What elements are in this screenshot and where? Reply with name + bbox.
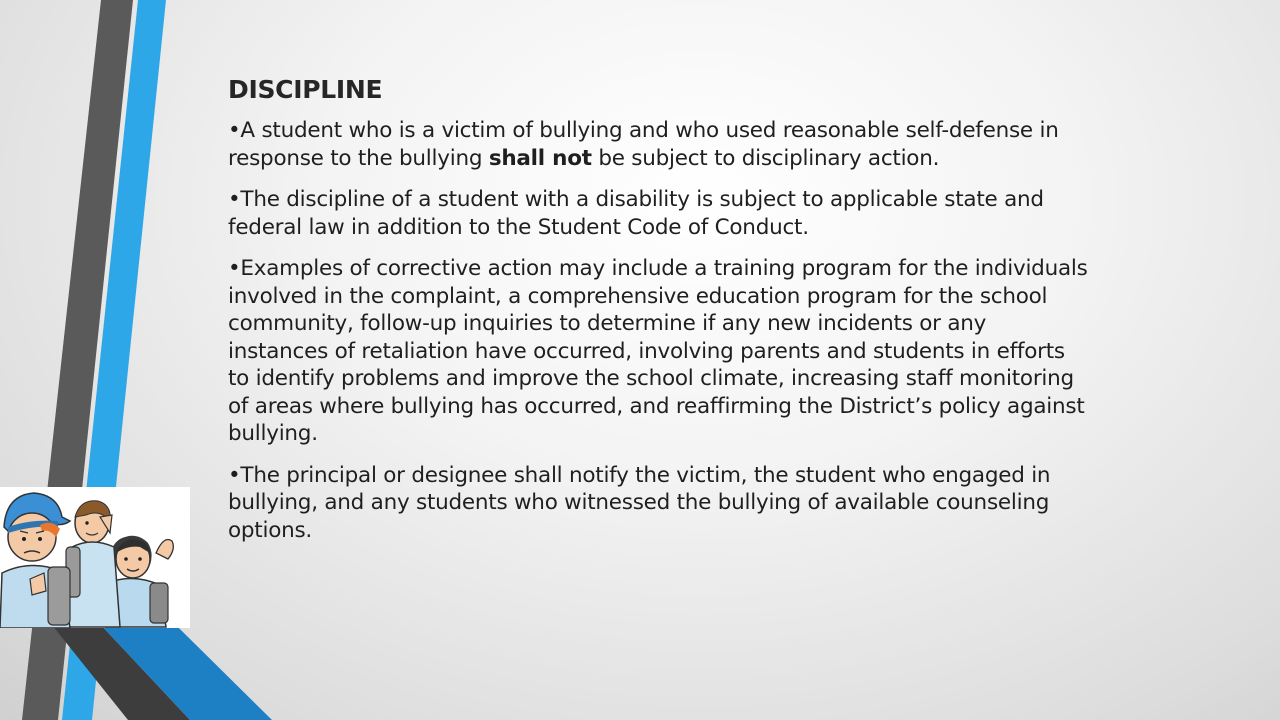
student-left [0, 493, 70, 628]
bullet-self-defense-pre: •A student who is a victim of bullying and who used reasonable self-defense in response to the bullying [228, 118, 1059, 171]
cartoon-students-image [0, 487, 190, 628]
bullet-self-defense-bold: shall not [488, 145, 592, 171]
slide-title: DISCIPLINE [228, 75, 383, 104]
bullet-corrective-action: •Examples of corrective action may include a training program for the individuals involved in the complaint, a comprehensive education program for the school community, follow-up inquiries to determine if any new incidents or any instances of retaliation have occurred, involving parents and students in efforts to identify problems and improve the school climate, increasing staff monitoring of areas where bullying has occurred, and reaffirming the District’s policy against bullying. [228, 256, 1088, 446]
bullet-disability: •The discipline of a student with a disability is subject to applicable state and federal law in addition to the Student Code of Conduct. [228, 187, 1044, 240]
bullet-self-defense-post: be subject to disciplinary action. [591, 145, 940, 171]
bullet-counseling: •The principal or designee shall notify the victim, the student who engaged in bullying, and any students who witnessed the bullying of available counseling options. [228, 462, 1051, 543]
bullet-self-defense [228, 117, 1088, 172]
student-middle [66, 501, 120, 627]
slide-content [228, 74, 1088, 558]
